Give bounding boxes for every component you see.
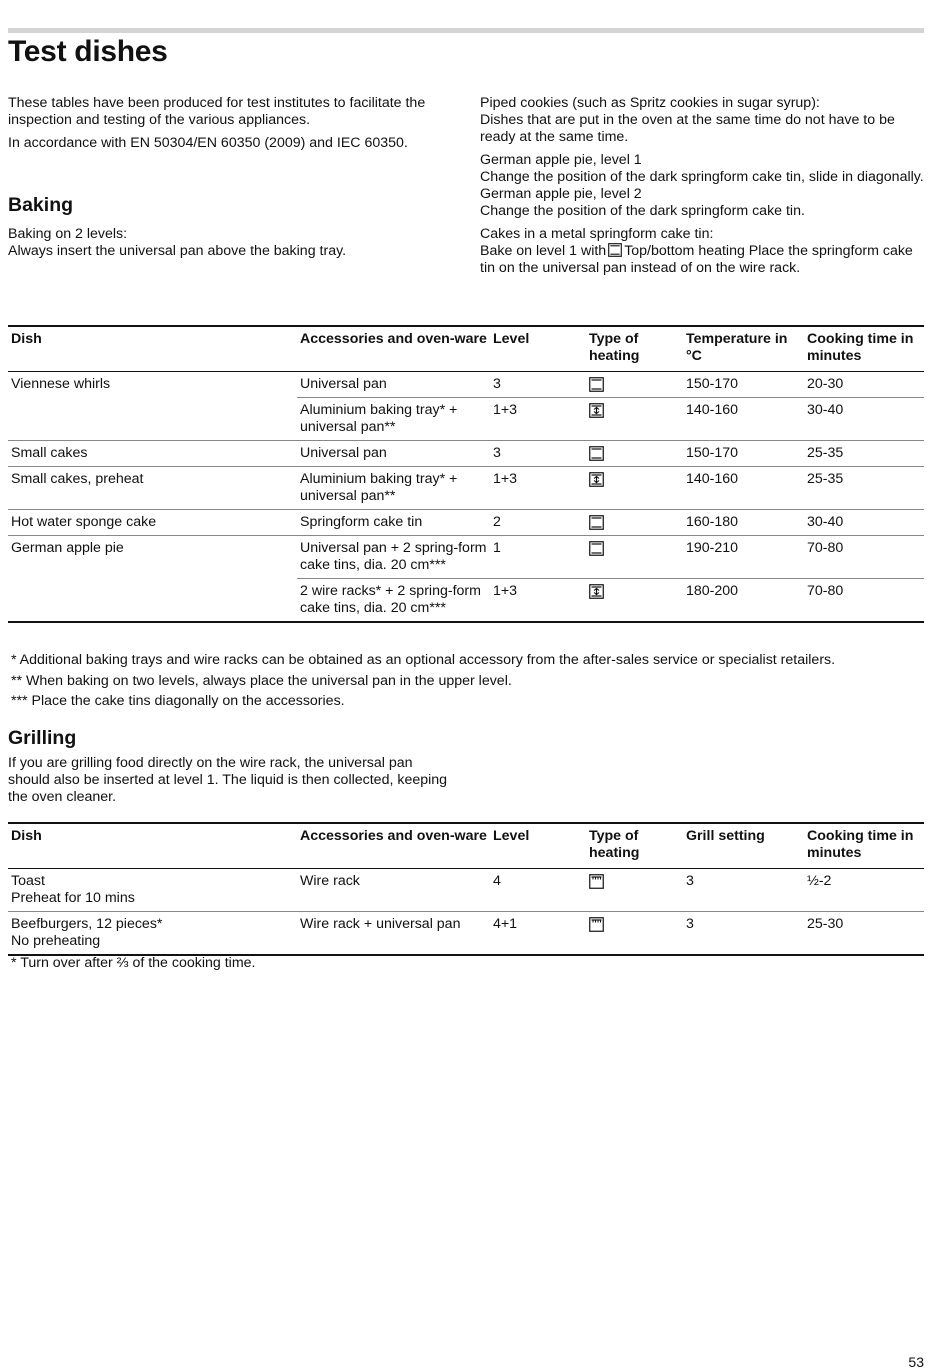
- footnote: * Additional baking trays and wire racks can be obtained as an optional accessory from the after-sales service or specialist retailers.: [11, 652, 836, 668]
- level-cell: 1: [493, 540, 501, 556]
- column-header: Cooking time in minutes: [807, 331, 914, 364]
- grilling-text: If you are grilling food directly on the wire rack, the universal pan should also be inserted at level 1. The liquid is then collected, keeping the oven cleaner.: [8, 755, 448, 805]
- dish-name: Beefburgers, 12 pieces*: [11, 916, 163, 932]
- 3d-hot-air-icon: [589, 472, 604, 487]
- time-cell: 30-40: [807, 514, 844, 530]
- time-cell: 25-30: [807, 916, 844, 932]
- intro-text: [8, 95, 458, 158]
- accessories-cell: Universal pan: [300, 445, 387, 461]
- top-bottom-heating-icon: [589, 515, 604, 530]
- column-header: Temperature in °C: [686, 331, 788, 364]
- accessories-cell: Wire rack: [300, 873, 360, 889]
- note-line: Cakes in a metal springform cake tin:: [480, 226, 714, 242]
- note-line: Top/bottom heating Place the springform cake tin on the universal pan instead of on the wire rack.: [480, 243, 913, 276]
- table-row: [8, 372, 924, 398]
- footnote: *** Place the cake tins diagonally on the accessories.: [11, 693, 345, 709]
- heating-cell: [586, 467, 683, 510]
- page-title: Test dishes: [8, 35, 168, 68]
- heating-cell: [586, 372, 683, 398]
- table-row: [8, 398, 924, 441]
- level-cell: 4+1: [493, 916, 518, 932]
- column-header: Level: [493, 331, 530, 347]
- baking-table: [8, 325, 924, 623]
- top-bottom-heating-icon: [589, 377, 604, 392]
- accessories-cell: Wire rack + universal pan: [300, 916, 461, 932]
- full-width-grill-icon: [589, 917, 604, 932]
- column-header: Grill setting: [686, 828, 765, 844]
- grill-setting-cell: 3: [686, 916, 694, 932]
- column-header: Accessories and oven-ware: [300, 331, 487, 347]
- dish-cell: [8, 869, 297, 912]
- baking-footnotes: [11, 652, 835, 714]
- column-header: Level: [493, 828, 530, 844]
- dish-cell: Hot water sponge cake: [11, 514, 157, 530]
- dish-cell: Small cakes: [11, 445, 88, 461]
- top-bottom-heating-icon: [589, 541, 604, 556]
- heating-cell: [586, 536, 683, 579]
- dish-cell: [8, 912, 297, 956]
- time-cell: 25-35: [807, 471, 844, 487]
- 3d-hot-air-icon: [589, 403, 604, 418]
- level-cell: 4: [493, 873, 501, 889]
- table-header-row: [8, 326, 924, 372]
- time-cell: 30-40: [804, 398, 924, 441]
- footnote: ** When baking on two levels, always place the universal pan in the upper level.: [11, 672, 512, 689]
- baking-text: [8, 226, 458, 260]
- top-bottom-heating-icon: [589, 446, 604, 461]
- table-row: [8, 536, 924, 579]
- level-cell: 2: [493, 514, 501, 530]
- accessories-cell: Universal pan + 2 spring-form cake tins, dia. 20 cm***: [300, 540, 487, 573]
- heating-cell: [586, 441, 683, 467]
- footnote: * Turn over after ⅔ of the cooking time.: [11, 955, 256, 971]
- heating-cell: [586, 579, 683, 623]
- temperature-cell: 190-210: [686, 540, 739, 556]
- baking-heading: Baking: [8, 194, 74, 216]
- time-cell: ½-2: [807, 873, 832, 889]
- accessories-cell: Aluminium baking tray* + universal pan**: [297, 398, 490, 441]
- table-header-row: [8, 823, 924, 869]
- grilling-footnote: [11, 955, 255, 976]
- note-line: German apple pie, level 2: [480, 186, 642, 202]
- note-line: Change the position of the dark springform cake tin, slide in diagonally.: [480, 169, 924, 185]
- grill-setting-cell: 3: [686, 873, 694, 889]
- baking-line: Always insert the universal pan above the baking tray.: [8, 243, 347, 259]
- time-cell: 20-30: [807, 376, 844, 392]
- accessories-cell: Universal pan: [300, 376, 387, 392]
- temperature-cell: 180-200: [683, 579, 804, 623]
- table-row: [8, 510, 924, 536]
- note-line: Bake on level 1 with: [480, 243, 607, 259]
- header-rule: [8, 28, 924, 33]
- page-number: 53: [908, 1354, 924, 1370]
- dish-cell: [8, 579, 297, 623]
- time-cell: 70-80: [807, 540, 844, 556]
- baking-line: Baking on 2 levels:: [8, 226, 128, 242]
- time-cell: 25-35: [807, 445, 844, 461]
- temperature-cell: 150-170: [686, 445, 739, 461]
- note-paragraph: [480, 152, 924, 220]
- note-line: Change the position of the dark springform cake tin.: [480, 203, 805, 219]
- table-row: [8, 869, 924, 912]
- grilling-table: [8, 822, 924, 956]
- temperature-cell: 150-170: [686, 376, 739, 392]
- dish-note: Preheat for 10 mins: [11, 890, 135, 906]
- dish-cell: Small cakes, preheat: [11, 471, 144, 487]
- right-notes: [480, 95, 924, 283]
- level-cell: 3: [493, 445, 501, 461]
- dish-cell: [8, 398, 297, 441]
- table-row: [8, 579, 924, 623]
- time-cell: 70-80: [804, 579, 924, 623]
- column-header: Cooking time in minutes: [807, 828, 914, 861]
- level-cell: 3: [493, 376, 501, 392]
- level-cell: 1+3: [493, 471, 518, 487]
- note-paragraph: [480, 226, 924, 277]
- full-width-grill-icon: [589, 874, 604, 889]
- column-header: Accessories and oven-ware: [300, 828, 487, 844]
- heating-cell: [586, 912, 683, 956]
- heating-cell: [586, 869, 683, 912]
- note-line: Piped cookies (such as Spritz cookies in sugar syrup):: [480, 95, 820, 111]
- grilling-heading: Grilling: [8, 727, 77, 749]
- accessories-cell: Aluminium baking tray* + universal pan**: [300, 471, 458, 504]
- column-header: Type of heating: [589, 828, 640, 861]
- note-paragraph: [480, 95, 924, 146]
- top-bottom-heating-icon: [608, 243, 622, 257]
- dish-note: No preheating: [11, 933, 101, 949]
- dish-name: Toast: [11, 873, 45, 889]
- intro-paragraph: These tables have been produced for test institutes to facilitate the inspection and testing of the various appliances.: [8, 95, 426, 128]
- note-line: Dishes that are put in the oven at the same time do not have to be ready at the same time.: [480, 112, 895, 145]
- column-header: Dish: [11, 331, 42, 347]
- temperature-cell: 140-160: [686, 471, 739, 487]
- level-cell: 1+3: [490, 398, 586, 441]
- column-header: Type of heating: [589, 331, 640, 364]
- table-row: [8, 467, 924, 510]
- table-row: [8, 912, 924, 956]
- note-line: German apple pie, level 1: [480, 152, 642, 168]
- temperature-cell: 140-160: [683, 398, 804, 441]
- dish-cell: German apple pie: [11, 540, 124, 556]
- temperature-cell: 160-180: [686, 514, 739, 530]
- accessories-cell: Springform cake tin: [300, 514, 423, 530]
- 3d-hot-air-icon: [589, 584, 604, 599]
- accessories-cell: 2 wire racks* + 2 spring-form cake tins, dia. 20 cm***: [297, 579, 490, 623]
- column-header: Dish: [11, 828, 42, 844]
- table-row: [8, 441, 924, 467]
- dish-cell: Viennese whirls: [11, 376, 111, 392]
- heating-cell: [586, 510, 683, 536]
- level-cell: 1+3: [490, 579, 586, 623]
- intro-paragraph: In accordance with EN 50304/EN 60350 (2009) and IEC 60350.: [8, 135, 408, 151]
- heating-cell: [586, 398, 683, 441]
